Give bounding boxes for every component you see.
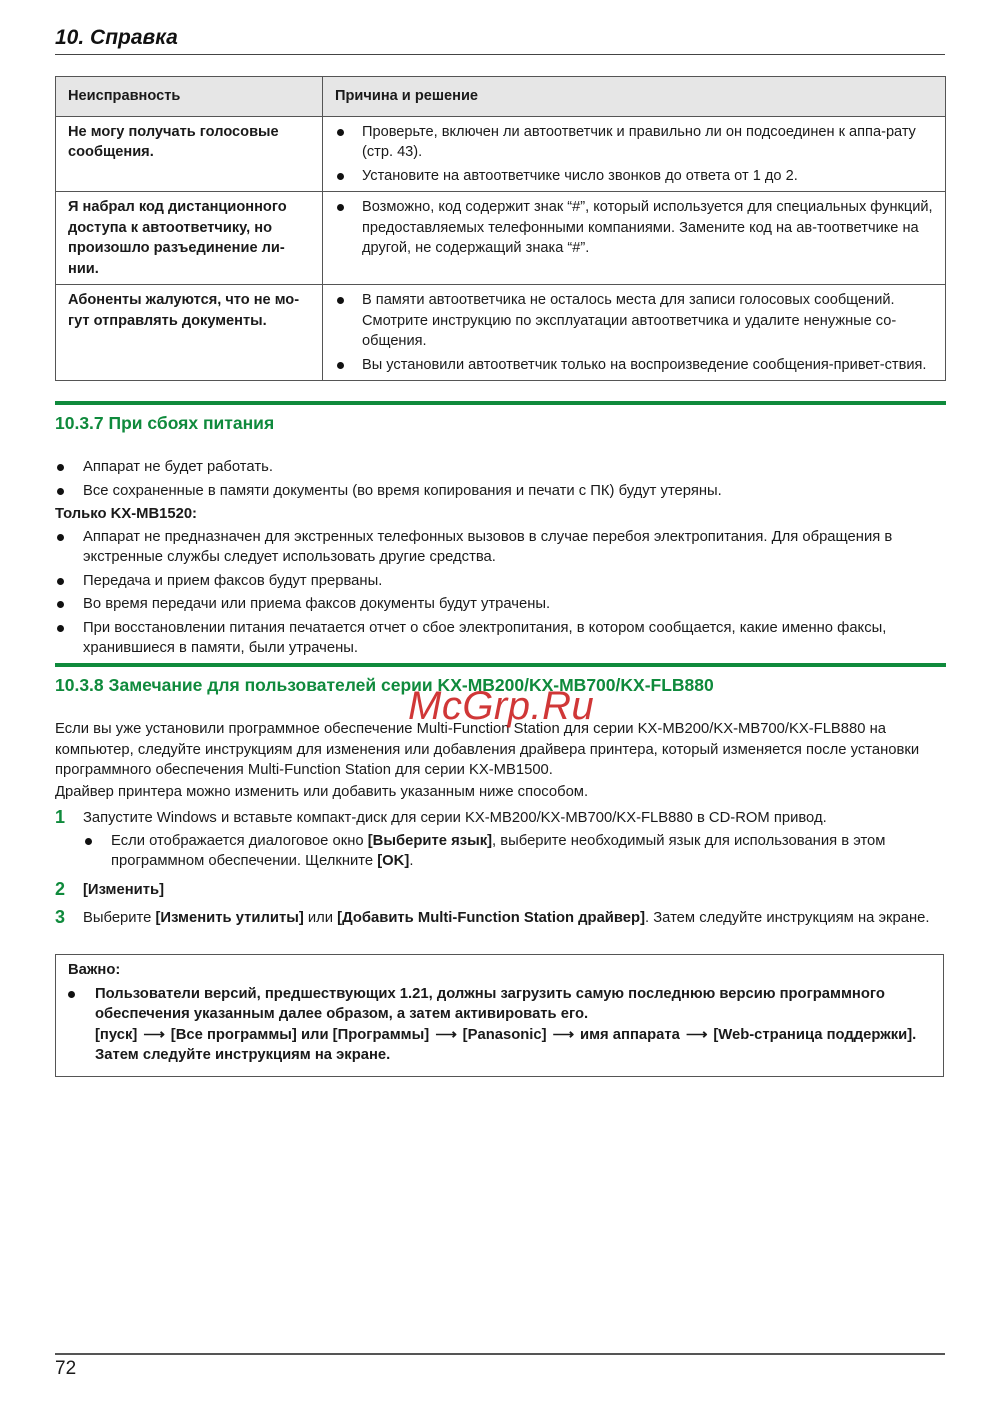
problem-cell: Абоненты жалуются, что не мо-гут отправлять документы.: [56, 285, 323, 381]
section-divider: [55, 401, 946, 405]
solution-item: Установите на автоответчике число звонков до ответа от 1 до 2.: [337, 166, 933, 187]
bullet-icon: [337, 204, 344, 211]
bullet-icon: [337, 173, 344, 180]
step-number: 3: [55, 907, 66, 927]
problem-cell: Я набрал код дистанционного доступа к автоответчику, но произошло разъединение ли-нии.: [56, 192, 323, 285]
troubleshooting-table: [55, 76, 946, 381]
table-row: [56, 285, 946, 381]
bullet-icon: [57, 534, 64, 541]
bullet-icon: [337, 362, 344, 369]
solution-cell: [323, 285, 946, 381]
ui-label-select-language: [Выберите язык]: [367, 832, 493, 849]
arrow-right-icon: ⟶: [686, 1026, 708, 1043]
bullet-icon: [68, 991, 75, 998]
ui-label-add-driver: [Добавить Multi-Function Station драйвер]: [337, 910, 645, 926]
solution-cell: [323, 192, 946, 285]
bullet-icon: [337, 129, 344, 136]
list-item: Аппарат не предназначен для экстренных телефонных вызовов в случае перебоя электропитания. Для обращения в экстренные службы следует использовать другие средства.: [55, 527, 946, 568]
column-header-problem: Неисправность: [56, 77, 323, 117]
list-item: Все сохраненные в памяти документы (во время копирования и печати с ПК) будут утеряны.: [55, 481, 946, 502]
header-divider: [55, 54, 945, 55]
table-row: [56, 192, 946, 285]
steps-list: [55, 808, 946, 929]
menu-path-step: [пуск]: [95, 1026, 138, 1043]
column-header-solution: Причина и решение: [323, 77, 946, 117]
section-divider: [55, 663, 946, 667]
section-title: 10.3.8 Замечание для пользователей серии KX-MB200/KX-MB700/KX-FLB880: [55, 675, 714, 695]
menu-path-step: имя аппарата: [580, 1026, 680, 1043]
step-item: 3 Выберите [Изменить утилиты] или [Добавить Multi-Function Station драйвер]. Затем следуйте инструкциям на экране.: [55, 907, 930, 927]
solution-item: Вы установили автоответчик только на воспроизведение сообщения-привет-ствия.: [337, 355, 933, 376]
arrow-right-icon: ⟶: [435, 1026, 457, 1043]
step-number: 2: [55, 878, 66, 899]
list-item: При восстановлении питания печатается отчет о сбое электропитания, в котором сообщается, какие именно факсы, хранившиеся в памяти, были утрачены.: [55, 618, 946, 659]
bullet-icon: [57, 601, 64, 608]
menu-path-step: [Все программы] или [Программы]: [170, 1026, 430, 1043]
page-number: 72: [55, 1358, 77, 1379]
watermark: McGrp.Ru: [408, 684, 595, 728]
bullet-icon: [57, 578, 64, 585]
section-power-failure: [55, 401, 946, 662]
table-row: [56, 116, 946, 192]
step-item: [55, 880, 946, 901]
step-note: Если отображается диалоговое окно [Выберите язык], выберите необходимый язык для использования в этом программном обеспечении. Щелкните [OK].: [83, 831, 946, 872]
step-number: 1: [55, 807, 66, 827]
bullet-icon: [57, 488, 64, 495]
list-item: Во время передачи или приема факсов документы будут утрачены.: [55, 594, 946, 615]
ui-label-modify-utilities: [Изменить утилиты]: [155, 910, 304, 926]
ui-label-ok: [OK]: [377, 853, 410, 869]
important-title: Важно:: [68, 962, 121, 978]
important-item: Пользователи версий, предшествующих 1.21, должны загрузить самую последнюю версию программного обеспечения указанным далее образом, а затем активировать его. [пуск] ⟶ [Все программы] или [Программы] ⟶ [Panasonic] ⟶ имя аппарата ⟶ [Web-страница поддержки]. Затем следуйте инструкциям на экране.: [68, 984, 931, 1066]
section-title: 10.3.7 При сбоях питания: [55, 413, 275, 433]
chapter-title: 10. Справка: [55, 26, 178, 49]
menu-path-step: [Panasonic]: [462, 1026, 547, 1043]
solution-cell: [323, 116, 946, 192]
step-item: 1 Запустите Windows и вставьте компакт-диск для серии KX-MB200/KX-MB700/KX-FLB880 в CD-ROM привод. Если отображается диалоговое окно [Выберите язык], выберите необходимый язык для использования в этом программном обеспечении. Щелкните [OK].: [55, 808, 946, 872]
list-item: Аппарат не будет работать.: [55, 457, 946, 478]
bullet-icon: [57, 625, 64, 632]
menu-path-step: [Web-страница поддержки]: [713, 1026, 913, 1043]
solution-item: В памяти автоответчика не осталось места для записи голосовых сообщений. Смотрите инструкцию по эксплуатации автоответчика и удалите ненужные со-общения.: [337, 290, 933, 352]
problem-cell: Не могу получать голосовые сообщения.: [56, 116, 323, 192]
table-header-row: [56, 77, 946, 117]
page-header: [55, 24, 945, 52]
bullet-icon: [337, 297, 344, 304]
solution-item: Возможно, код содержит знак “#”, который используется для специальных функций, предоставляемых телефонными компаниями. Замените код на ав-тоответчике на другой, не содержащий знака “#”.: [337, 197, 933, 259]
arrow-right-icon: ⟶: [552, 1026, 574, 1043]
model-subheading: Только KX-MB1520:: [55, 506, 197, 522]
important-notice-box: [55, 954, 944, 1077]
bullet-icon: [57, 464, 64, 471]
list-item: Передача и прием факсов будут прерваны.: [55, 571, 946, 592]
intro-paragraph: Если вы уже установили программное обеспечение Multi-Function Station для серии KX-MB200/KX-MB700/KX-FLB880 на компьютер, следуйте инструкциям для изменения или добавления драйвера принтера, который изменяется после установки программного обеспечения Multi-Function Station для серии KX-MB1500.: [55, 721, 920, 778]
arrow-right-icon: ⟶: [143, 1026, 165, 1043]
ui-label-modify: [Изменить]: [83, 881, 165, 898]
footer-divider: [55, 1353, 945, 1355]
method-paragraph: Драйвер принтера можно изменить или добавить указанным ниже способом.: [55, 783, 589, 800]
bullet-icon: [85, 838, 92, 845]
solution-item: Проверьте, включен ли автоответчик и правильно ли он подсоединен к аппа-ратy (стр. 43).: [337, 122, 933, 163]
